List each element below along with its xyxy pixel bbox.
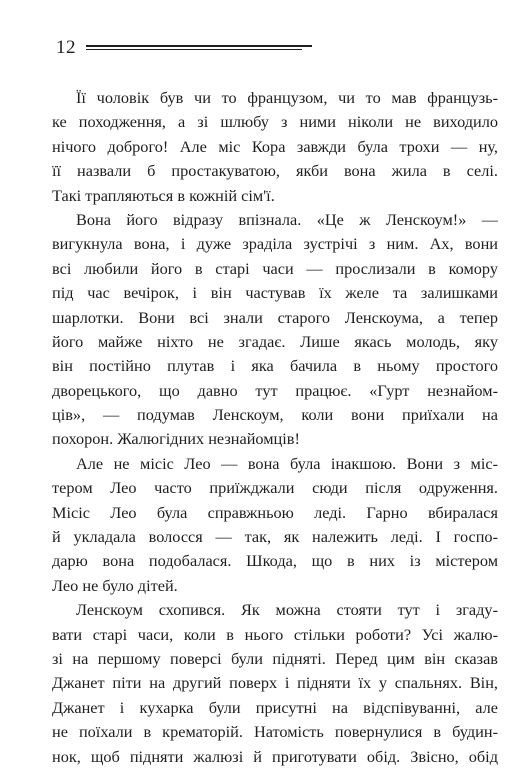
paragraph-3-line: Місіс Лео була справжньою леді. Гарно вбиралася [52,502,498,522]
paragraph-2-line: Вона його відразу впізнала. «Це ж Ленскоум!» — [76,209,498,229]
paragraph-4-line: не поїхали в крематорій. Натомість повернулися в будин- [52,722,498,742]
paragraph-1-line: ке походження, а зі шлюбу з ними ніколи не виходило [52,112,498,132]
paragraph-2-line: він постійно плутав і яка бачила в ньому простого [52,356,498,376]
paragraph-3-line: Лео не було дітей. [52,575,178,595]
body-text [52,86,498,769]
paragraph-1-line: Такі трапляються в кожній сім'ї. [52,185,275,205]
paragraph-3-line: Але не місіс Лео — вона була інакшою. Вони з міс- [76,453,498,473]
paragraph-3-line: й укладала волосся — так, як належить леді. І госпо- [52,527,498,547]
paragraph-1-line: її назвали б простакуватою, якби вона жила в селі. [52,161,498,181]
paragraph-3-line: дарю вона подобалася. Шкода, що в них із містером [52,551,498,571]
paragraph-2-line: вигукнула вона, і дуже зраділа зустрічі з ним. Ах, вони [52,234,498,254]
paragraph-4-line: Джанет піти на другий поверх і підняти їх у спальнях. Він, [52,673,498,693]
paragraph-4-line: зі на першому поверсі були підняті. Перед цим він сказав [52,648,498,668]
paragraph-2-line: всі любили його в старі часи — прослизали в комору [52,258,498,278]
header-rule [86,45,312,51]
page-number: 12 [56,37,76,58]
paragraph-2-line: ців», — подумав Ленскоум, коли вони приїхали на [52,405,498,425]
paragraph-1-line: Її чоловік був чи то французом, чи то мав французь- [76,88,498,107]
paragraph-1-line: нічого доброго! Але міс Кора завжди була трохи — ну, [52,136,498,156]
paragraph-2-line: шарлотки. Вони всі знали старого Ленскоума, а тепер [52,307,498,327]
page-header [56,38,312,58]
paragraph-2-line: похорон. Жалюгідних незнайомців! [52,429,300,449]
paragraph-4-line: вати старі часи, коли в нього стільки роботи? Усі жалю- [52,624,498,644]
paragraph-4-line: нок, щоб підняти жалюзі й приготувати обід. Звісно, обід [52,746,498,766]
paragraph-2-line: під час вечірок, і він частував їх желе та залишками [52,283,498,303]
paragraph-2-line: дворецького, що давно тут працює. «Гурт незнайом- [52,380,498,400]
paragraph-3-line: тером Лео часто приїжджали сюди після одруження. [52,478,498,498]
paragraph-4-line: Джанет і кухарка були присутні на відспівуванні, але [52,697,498,717]
paragraph-2-line: його майже ніхто не згадає. Лише якась молодь, яку [52,331,498,351]
paragraph-4-line: Ленскоум схопився. Як можна стояти тут і згаду- [76,600,498,620]
